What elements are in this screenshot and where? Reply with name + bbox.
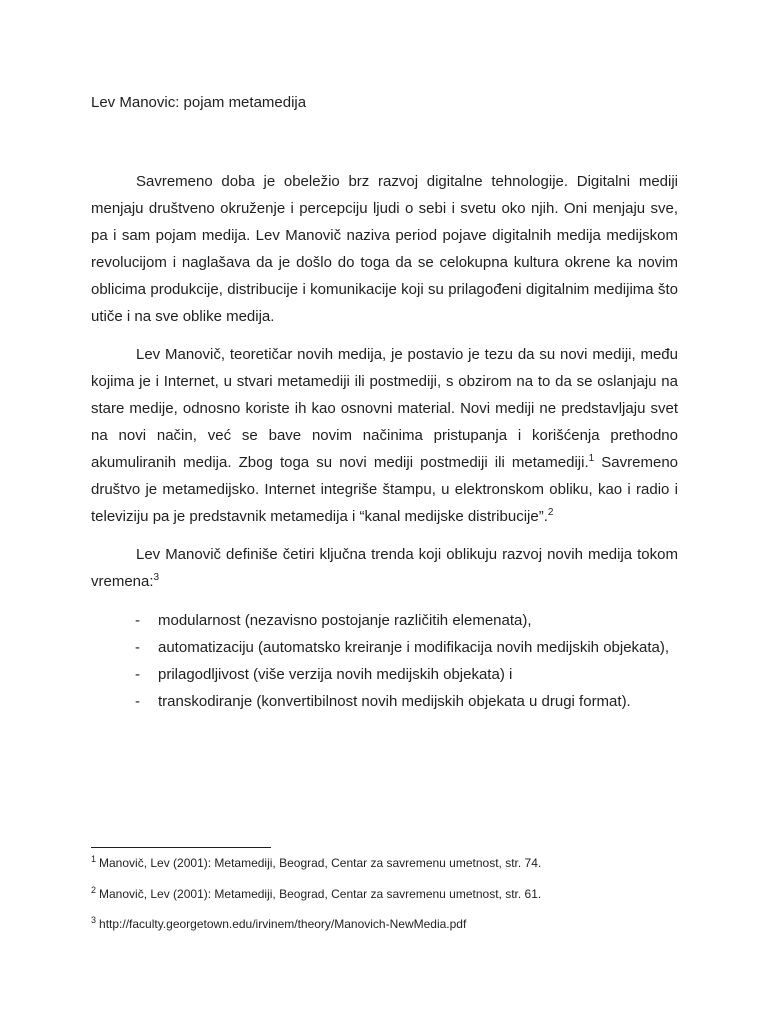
footnote-ref-3[interactable]: 3 (153, 572, 160, 583)
footnote-separator (91, 847, 271, 848)
footnote-mark: 3 (91, 915, 97, 925)
list-item (91, 634, 669, 661)
paragraph-metamedia (91, 341, 678, 530)
paragraph-text: Lev Manovič definiše četiri ključna trenda koji oblikuju razvoj novih medija tokom vremena: (91, 546, 678, 590)
footnote-mark: 2 (91, 885, 97, 895)
list-item-text: automatizaciju (automatsko kreiranje i modifikacija novih medijskih objekata), (158, 639, 670, 656)
paragraph-intro (91, 168, 678, 330)
footnote (91, 887, 541, 902)
list-dash: - (135, 693, 140, 710)
footnote-ref-1[interactable]: 1 (588, 453, 595, 464)
trend-list (91, 607, 669, 715)
list-item (91, 661, 669, 688)
list-item (91, 607, 669, 634)
footnote (91, 856, 541, 871)
document-title: Lev Manovic: pojam metamedija (91, 94, 307, 111)
footnote-mark: 1 (91, 854, 97, 864)
list-item-text: prilagodljivost (više verzija novih medijskih objekata) i (158, 666, 513, 683)
list-item (91, 688, 669, 715)
list-item-text: modularnost (nezavisno postojanje različitih elemenata), (158, 612, 532, 629)
list-dash: - (135, 666, 140, 683)
paragraph-text: Savremeno doba je obeležio brz razvoj digitalne tehnologije. Digitalni mediji menjaju društveno okruženje i percepciju ljudi o sebi i svetu oko njih. Oni menjaju sve, pa i sam pojam medija. Lev Manovič naziva period pojave digitalnih medija medijskom revolucijom i naglašava da je došlo do toga da se celokupna kultura okrene ka novim oblicima produkcije, distribucije i komunikacije koji su prilagođeni digitalnim medijima što utiče i na sve oblike medija. (91, 173, 678, 325)
list-dash: - (135, 639, 140, 656)
paragraph-trends (91, 541, 678, 595)
paragraph-text-a: Lev Manovič, teoretičar novih medija, je postavio je tezu da su novi mediji, među kojima je i Internet, u stvari metamediji ili postmediji, s obzirom na to da se oslanjaju na stare medije, odnosno koriste ih kao osnovni material. Novi mediji ne predstavljaju svet na novi način, već se bave novim načinima pristupanja i korišćenja prethodno akumuliranih medija. Zbog toga su novi mediji postmediji ili metamediji. (91, 346, 678, 471)
list-item-text: transkodiranje (konvertibilnost novih medijskih objekata u drugi format). (158, 693, 631, 710)
footnote (91, 917, 466, 932)
footnote-link[interactable]: http://faculty.georgetown.edu/irvinem/theory/Manovich-NewMedia.pdf (99, 917, 467, 931)
footnote-text: Manovič, Lev (2001): Metamediji, Beograd, Centar za savremenu umetnost, str. 61. (99, 887, 542, 901)
list-dash: - (135, 612, 140, 629)
footnote-text: Manovič, Lev (2001): Metamediji, Beograd, Centar za savremenu umetnost, str. 74. (99, 856, 542, 870)
paragraph-text-b: Savremeno društvo je metamedijsko. Internet integriše štampu, u elektronskom obliku, kao i radio i televiziju pa je predstavnik metamedija i “kanal medijske distribucije”. (91, 454, 678, 525)
footnote-ref-2[interactable]: 2 (547, 507, 554, 518)
